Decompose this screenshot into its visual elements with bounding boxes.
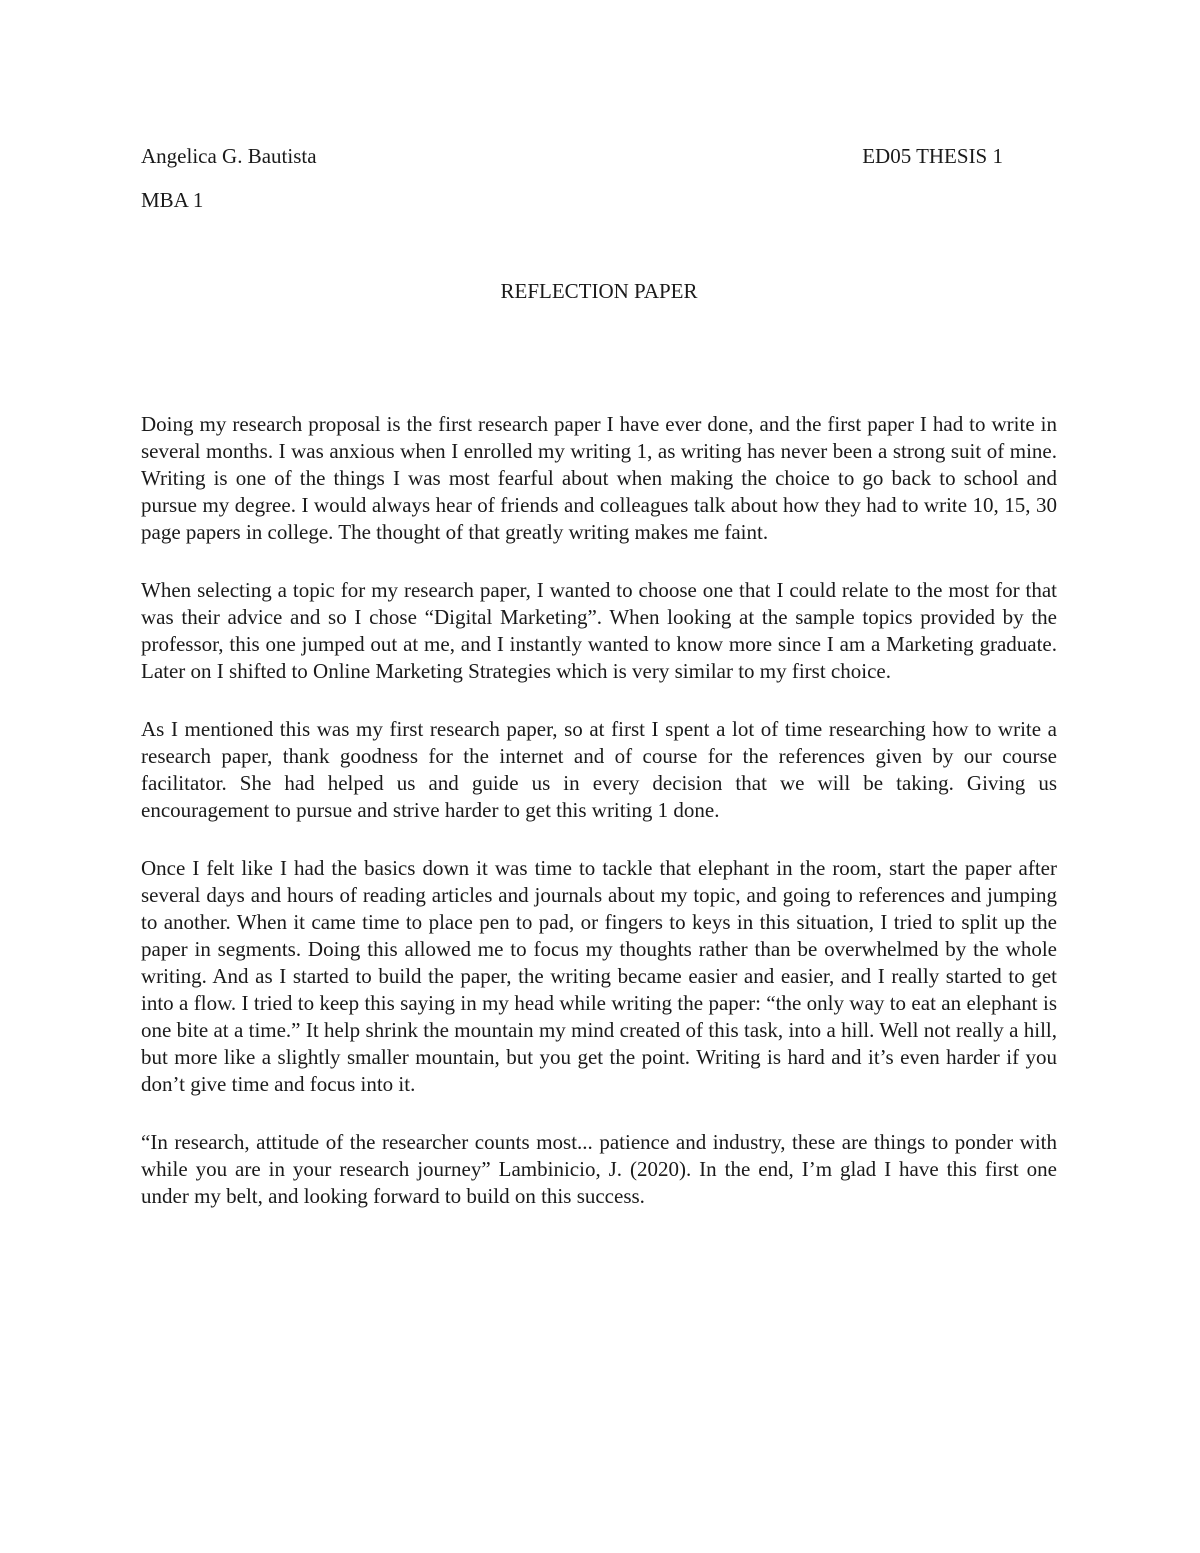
page-title: REFLECTION PAPER [500, 279, 698, 303]
program-label: MBA 1 [141, 188, 204, 212]
header-row [141, 142, 1003, 170]
author-name: Angelica G. Bautista [141, 144, 317, 168]
document-body [141, 411, 1057, 1241]
paragraph-3: As I mentioned this was my first research paper, so at first I spent a lot of time researching how to write a research paper, thank goodness for the internet and of course for the references given by our course facilitator. She had helped us and guide us in every decision that we will be taking. Giving us encouragement to pursue and strive harder to get this writing 1 done. [141, 717, 1057, 822]
paragraph-2: When selecting a topic for my research paper, I wanted to choose one that I could relate to the most for that was their advice and so I chose “Digital Marketing”. When looking at the sample topics provided by the professor, this one jumped out at me, and I instantly wanted to know more since I am a Marketing graduate. Later on I shifted to Online Marketing Strategies which is very similar to my first choice. [141, 578, 1057, 683]
paragraph-1: Doing my research proposal is the first research paper I have ever done, and the first paper I had to write in several months. I was anxious when I enrolled my writing 1, as writing has never been a strong suit of mine. Writing is one of the things I was most fearful about when making the choice to go back to school and pursue my degree. I would always hear of friends and colleagues talk about how they had to write 10, 15, 30 page papers in college. The thought of that greatly writing makes me faint. [141, 412, 1057, 544]
paragraph-5: “In research, attitude of the researcher counts most... patience and industry, these are things to ponder with while you are in your research journey” Lambinicio, J. (2020). In the end, I’m glad I have this first one under my belt, and looking forward to build on this success. [141, 1130, 1057, 1208]
course-code: ED05 THESIS 1 [862, 144, 1003, 168]
paragraph-4: Once I felt like I had the basics down it was time to tackle that elephant in the room, start the paper after several days and hours of reading articles and journals about my topic, and going to references and jumping to another. When it came time to place pen to pad, or fingers to keys in this situation, I tried to split up the paper in segments. Doing this allowed me to focus my thoughts rather than be overwhelmed by the whole writing. And as I started to build the paper, the writing became easier and easier, and I really started to get into a flow. I tried to keep this saying in my head while writing the paper: “the only way to eat an elephant is one bite at a time.” It help shrink the mountain my mind created of this task, into a hill. Well not really a hill, but more like a slightly smaller mountain, but you get the point. Writing is hard and it’s even harder if you don’t give time and focus into it. [141, 856, 1057, 1096]
